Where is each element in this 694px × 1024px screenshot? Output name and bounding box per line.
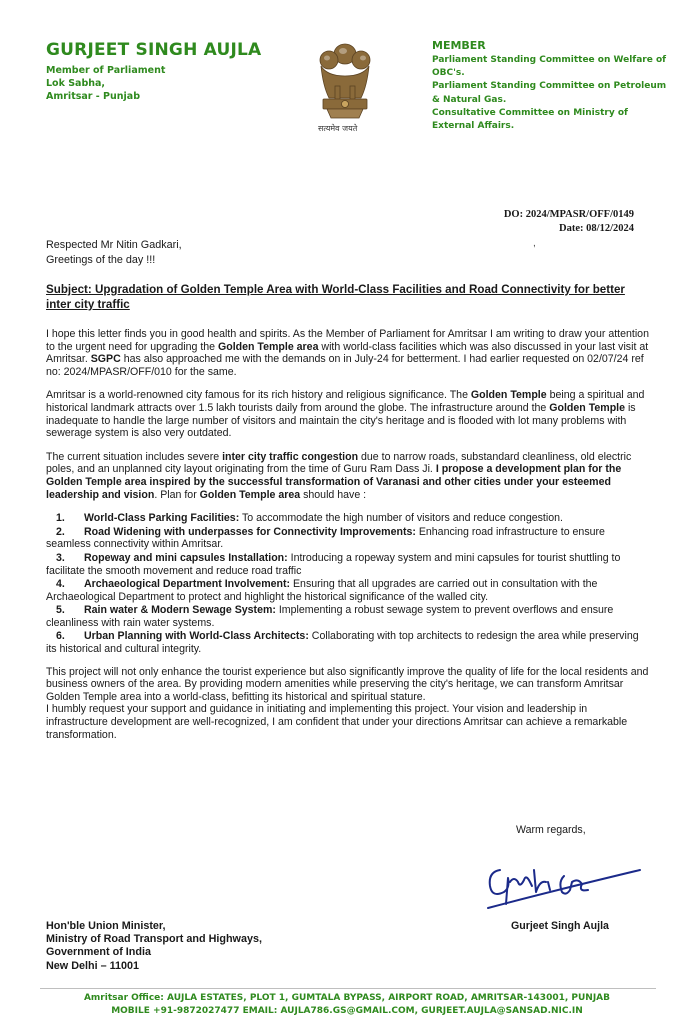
footer-divider <box>40 988 656 989</box>
footer <box>0 992 694 1018</box>
list-number: 5. <box>56 604 65 617</box>
text-run: with world-class facilities which was also discussed in your last visit at Amritsar. <box>46 340 649 366</box>
addressee-line: Hon'ble Union Minister, <box>46 920 166 932</box>
committee-item: Consultative Committee on Ministry of External Affairs. <box>432 107 628 132</box>
list-item-title: Road Widening with underpasses for Connectivity Improvements: <box>84 525 416 538</box>
list-item <box>46 552 650 577</box>
paragraph-4: This project will not only enhance the tourist experience but also significantly improve the quality of life for the local residents and business owners of the area. By providing modern amenities while preserving the city's heritage, we can transform Amritsar Golden Temple area into a world-class, befitting its historical and spiritual stature. <box>46 665 649 703</box>
list-item-text: Ensuring that all upgrades are carried out in consultation with the Archaeological Department to protect and highlight the historical significance of the walled city. <box>46 578 598 603</box>
national-emblem-icon <box>305 36 385 136</box>
closing-regards: Warm regards, <box>516 824 586 836</box>
addressee-line: Ministry of Road Transport and Highways, <box>46 933 262 946</box>
tick-mark: , <box>533 238 536 249</box>
do-number: DO: 2024/MPASR/OFF/0149 <box>503 209 634 220</box>
list-item <box>46 512 650 525</box>
list-item-title: Archaeological Department Involvement: <box>84 578 291 591</box>
list-number: 6. <box>56 630 65 643</box>
bold-run: Golden Temple <box>470 389 547 402</box>
list-item-title: World-Class Parking Facilities: <box>84 512 240 525</box>
signatory-name: Gurjeet Singh Aujla <box>511 920 609 932</box>
list-number: 4. <box>56 578 65 591</box>
text-run: due to narrow roads, substandard cleanliness, old electric poles, and an unplanned city layout originating from the time of Guru Ram Dass Ji. <box>46 450 632 476</box>
greeting-line: Greetings of the day !!! <box>46 254 156 266</box>
bold-run: I propose a development plan for the Golden Temple area inspired by the successful transformation of Varanasi and other cities under your esteemed leadership and vision <box>46 463 622 501</box>
list-item-text: Enhancing road infrastructure to ensure seamless connectivity within Amritsar. <box>46 525 605 551</box>
list-number: 3. <box>56 551 65 564</box>
member-heading: MEMBER <box>432 39 486 52</box>
text-run: Amritsar is a world-renowned city famous for its rich history and religious significance. The <box>46 389 471 402</box>
designation-line: Lok Sabha, <box>46 78 106 89</box>
list-item-title: Rain water & Modern Sewage System: <box>84 604 276 617</box>
salutation: Respected Mr Nitin Gadkari, <box>46 239 182 251</box>
list-number: 1. <box>56 512 65 525</box>
list-item-title: Urban Planning with World-Class Architects: <box>84 630 309 643</box>
list-item <box>46 604 650 629</box>
committee-item: Parliament Standing Committee on Petroleum & Natural Gas. <box>432 81 667 105</box>
text-run: I hope this letter finds you in good health and spirits. As the Member of Parliament for Amritsar I am writing to draw your attention to the urgent need for upgrading the <box>46 328 649 353</box>
bold-run: inter city traffic congestion <box>222 450 359 463</box>
letterhead-right <box>432 39 672 133</box>
addressee-line: New Delhi – 11001 <box>46 959 140 972</box>
letter-date: Date: 08/12/2024 <box>559 223 634 234</box>
text-run: The current situation includes severe <box>46 450 223 463</box>
paragraph-2 <box>46 389 650 439</box>
list-item-text: To accommodate the high number of visitors and reduce congestion. <box>239 512 563 525</box>
contact-details: MOBILE +91-9872027477 EMAIL: AUJLA786.GS@GMAIL.COM, GURJEET.AUJLA@SANSAD.NIC.IN <box>111 1006 583 1016</box>
text-run: is inadequate to handle the large number of visitors and maintain the city's heritage and is flooded with lot many problems with sewerage system is also very outdated. <box>46 401 636 440</box>
greeting <box>46 238 182 268</box>
list-item-text: Collaborating with top architects to redesign the area while preserving its historical and cultural integrity. <box>46 630 639 656</box>
committee-list <box>432 54 672 133</box>
bold-run: Golden Temple <box>549 401 625 414</box>
bold-run: Golden Temple area <box>199 488 301 501</box>
letter-body <box>46 328 650 752</box>
list-item-title: Ropeway and mini capsules Installation: <box>84 551 288 564</box>
subject-line: Subject: Upgradation of Golden Temple Area with World-Class Facilities and Road Connectivity for better inter city traffic <box>46 283 625 311</box>
list-item <box>46 630 650 655</box>
text-run: being a spiritual and historical landmark attracts over 1.5 lakh tourists daily from around the globe. The infrastructure around the <box>46 389 645 414</box>
paragraph-3 <box>46 451 650 501</box>
mp-designation <box>46 64 276 103</box>
bold-run: SGPC <box>90 353 121 366</box>
list-item <box>46 526 650 551</box>
text-run: should have : <box>300 488 367 501</box>
signature-image <box>478 852 648 914</box>
text-run: has also approached me with the demands on in July-24 for betterment. I had earlier requested on 02/07/24 ref no: 2024/MPASR/OFF/010 for the same. <box>46 353 644 378</box>
text-run: . Plan for <box>154 488 200 501</box>
list-item <box>46 578 650 603</box>
addressee-line: Government of India <box>46 946 151 959</box>
list-item-text: Implementing a robust sewage system to prevent overflows and ensure cleanliness with rain water systems. <box>46 604 614 629</box>
mp-name: GURJEET SINGH AUJLA <box>46 40 262 60</box>
designation-line: Amritsar - Punjab <box>46 91 140 102</box>
list-item-text: Introducing a ropeway system and mini capsules for tourist shuttling to facilitate the smooth movement and reduce road traffic <box>46 551 621 577</box>
reference-block <box>504 208 634 236</box>
addressee-block <box>46 920 262 973</box>
committee-item: Parliament Standing Committee on Welfare of OBC's. <box>432 55 667 79</box>
paragraph-1 <box>46 328 650 378</box>
paragraph-5: I humbly request your support and guidance in initiating and implementing this project. Your vision and leadership in infrastructure development are well-recognized, I am confident that under your directions Amritsar can achieve a remarkable transformation. <box>46 703 628 741</box>
office-address: Amritsar Office: AUJLA ESTATES, PLOT 1, GUMTALA BYPASS, AIRPORT ROAD, AMRITSAR-143001, PUNJAB <box>83 993 611 1003</box>
letterhead-left <box>46 40 276 103</box>
proposal-list <box>46 512 650 656</box>
list-number: 2. <box>56 525 65 538</box>
bold-run: Golden Temple area <box>217 340 319 353</box>
emblem-motto: सत्यमेव जयते <box>318 124 358 133</box>
designation-line: Member of Parliament <box>46 65 166 76</box>
